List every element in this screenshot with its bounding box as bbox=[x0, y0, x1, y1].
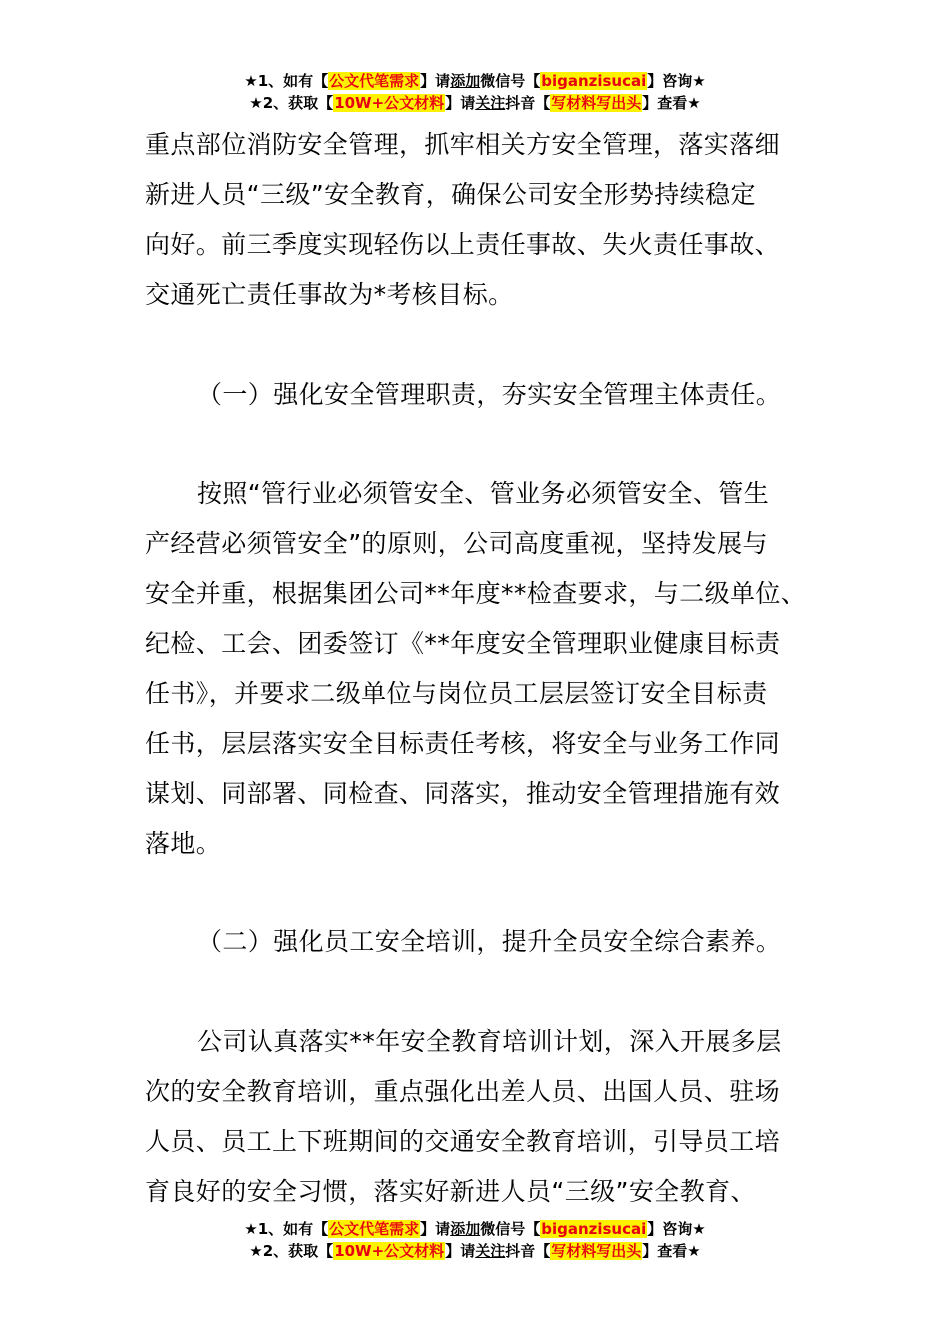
notice-text: 】查看★ bbox=[642, 1242, 701, 1260]
notice-text: ★2、获取【 bbox=[249, 94, 334, 112]
notice-line-2 bbox=[0, 92, 950, 114]
notice-highlight: 公文代笔需求 bbox=[329, 1220, 420, 1238]
notice-underlined: 添加 bbox=[450, 72, 481, 90]
text-line: 次的安全教育培训，重点强化出差人员、出国人员、驻场 bbox=[145, 1077, 781, 1106]
notice-text: ★2、获取【 bbox=[249, 1242, 334, 1260]
text-line: 公司认真落实**年安全教育培训计划，深入开展多层 bbox=[197, 1027, 782, 1056]
notice-underlined: 添加 bbox=[450, 1220, 481, 1238]
text-line: 任书》，并要求二级单位与岗位员工层层签订安全目标责 bbox=[145, 679, 768, 708]
notice-text: ★1、如有【 bbox=[244, 72, 329, 90]
text-line: 安全并重，根据集团公司**年度**检查要求，与二级单位、 bbox=[145, 579, 807, 608]
notice-highlight: 公文代笔需求 bbox=[329, 72, 420, 90]
notice-text: 微信号【 bbox=[480, 1220, 541, 1238]
notice-underlined: 关注 bbox=[475, 94, 506, 112]
text-line: 按照“管行业必须管安全、管业务必须管安全、管生 bbox=[197, 479, 770, 508]
douyin-id: 写材料写出头 bbox=[551, 94, 642, 112]
text-line: 产经营必须管安全”的原则，公司高度重视，坚持发展与 bbox=[145, 529, 768, 558]
notice-highlight: 10W+公文材料 bbox=[334, 1242, 445, 1260]
notice-text: 微信号【 bbox=[480, 72, 541, 90]
heading-text: （一）强化安全管理职责，夯实安全管理主体责任。 bbox=[197, 380, 782, 409]
heading-text: （二）强化员工安全培训，提升全员安全综合素养。 bbox=[197, 927, 782, 956]
footer-notice bbox=[0, 1218, 950, 1262]
notice-text: 】咨询★ bbox=[647, 1220, 706, 1238]
section-heading-1 bbox=[145, 370, 825, 420]
notice-text: 】请 bbox=[420, 72, 451, 90]
notice-underlined: 关注 bbox=[475, 1242, 506, 1260]
notice-text: 抖音【 bbox=[505, 94, 551, 112]
notice-line-1 bbox=[0, 70, 950, 92]
notice-highlight: 10W+公文材料 bbox=[334, 94, 445, 112]
text-line: 谋划、同部署、同检查、同落实，推动安全管理措施有效 bbox=[145, 779, 781, 808]
notice-text: 】咨询★ bbox=[647, 72, 706, 90]
section-heading-2 bbox=[145, 917, 825, 967]
text-line: 育良好的安全习惯，落实好新进人员“三级”安全教育、 bbox=[145, 1177, 756, 1206]
paragraph-1 bbox=[145, 120, 825, 320]
text-line: 任书，层层落实安全目标责任考核，将安全与业务工作同 bbox=[145, 729, 781, 758]
text-line: 人员、员工上下班期间的交通安全教育培训，引导员工培 bbox=[145, 1127, 781, 1156]
douyin-id: 写材料写出头 bbox=[551, 1242, 642, 1260]
notice-text: 】请 bbox=[445, 94, 476, 112]
paragraph-2 bbox=[145, 469, 825, 869]
text-line: 纪检、工会、团委签订《**年度安全管理职业健康目标责 bbox=[145, 629, 781, 658]
notice-text: ★1、如有【 bbox=[244, 1220, 329, 1238]
wechat-id: biganzisucai bbox=[541, 72, 647, 90]
text-line: 落地。 bbox=[145, 829, 222, 858]
notice-text: 】查看★ bbox=[642, 94, 701, 112]
text-line: 重点部位消防安全管理，抓牢相关方安全管理，落实落细 bbox=[145, 130, 781, 159]
text-line: 向好。前三季度实现轻伤以上责任事故、失火责任事故、 bbox=[145, 230, 781, 259]
header-notice bbox=[0, 70, 950, 114]
text-line: 新进人员“三级”安全教育，确保公司安全形势持续稳定 bbox=[145, 180, 756, 209]
notice-text: 】请 bbox=[445, 1242, 476, 1260]
paragraph-3 bbox=[145, 1017, 825, 1217]
notice-line-2 bbox=[0, 1240, 950, 1262]
notice-text: 抖音【 bbox=[505, 1242, 551, 1260]
text-line: 交通死亡责任事故为*考核目标。 bbox=[145, 280, 514, 309]
notice-line-1 bbox=[0, 1218, 950, 1240]
notice-text: 】请 bbox=[420, 1220, 451, 1238]
wechat-id: biganzisucai bbox=[541, 1220, 647, 1238]
